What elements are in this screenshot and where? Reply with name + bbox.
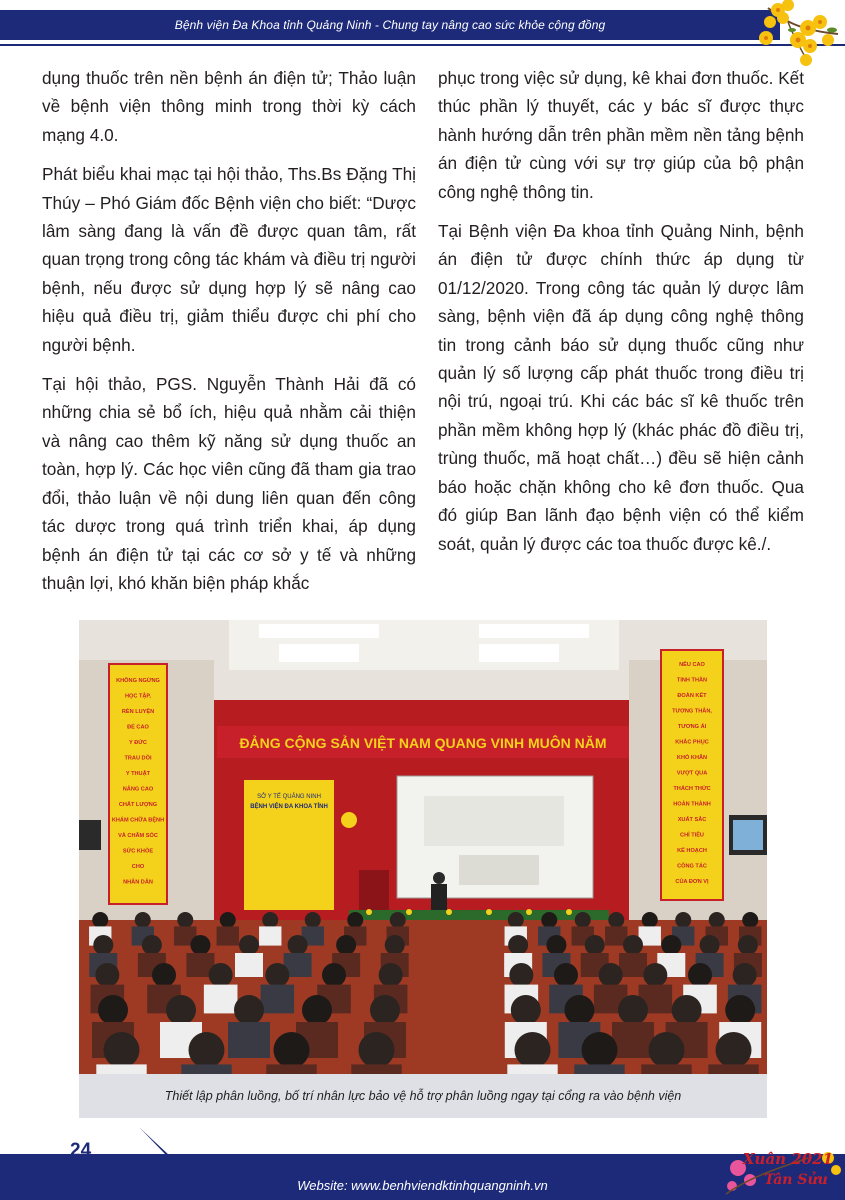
audience-head (379, 963, 403, 987)
audience-head (142, 935, 162, 955)
banner-line: HỌC TẬP, (124, 693, 152, 700)
audience-head (98, 995, 128, 1025)
banner-line: KHẮC PHỤC (675, 739, 709, 746)
audience-head (688, 963, 712, 987)
audience-head (738, 935, 758, 955)
audience-head (322, 963, 346, 987)
audience-head (585, 935, 605, 955)
apricot-blossom-icon (748, 0, 845, 70)
paragraph: phục trong việc sử dụng, kê khai đơn thuốc. Kết thúc phần lý thuyết, các y bác sĩ được thực hành hướng dẫn trên phần mềm nền tảng bệnh án điện tử cùng với sự trợ giúp của bộ phận công nghệ thông tin. (438, 68, 804, 202)
audience-head (302, 995, 332, 1025)
banner-line: SỨC KHỎE (122, 848, 154, 855)
audience-head (575, 912, 591, 928)
audience-head (190, 935, 210, 955)
banner-line: XUẤT SẮC (677, 817, 707, 823)
board-line-1: SỞ Y TẾ QUẢNG NINH (257, 794, 321, 800)
banner-line: Y THUẬT (125, 771, 151, 777)
audience-head (643, 963, 667, 987)
audience-head (742, 912, 758, 928)
audience-head (265, 963, 289, 987)
audience-body (217, 926, 239, 945)
header-title: Bệnh viện Đa Khoa tỉnh Quảng Ninh - Chung tay nâng cao sức khỏe cộng đồng (174, 18, 606, 32)
audience-head (725, 995, 755, 1025)
banner-line: CỦA ĐƠN VỊ (675, 879, 709, 885)
audience-body (641, 1064, 691, 1074)
banner-line: HOÀN THÀNH (673, 801, 711, 808)
header-rule (0, 44, 845, 46)
banner-line: VÀ CHĂM SÓC (118, 833, 158, 839)
audience-head (135, 912, 151, 928)
audience-head (661, 935, 681, 955)
banner-line: VƯỢT QUA (676, 770, 708, 777)
audience-head (582, 1032, 618, 1068)
audience-head (305, 912, 321, 928)
banner-line: CÔNG TÁC (677, 863, 707, 870)
audience-head (509, 963, 533, 987)
banner-line: NHÂN DÂN (123, 879, 153, 886)
page-header (0, 0, 845, 48)
audience-head (515, 1032, 551, 1068)
audience-head (93, 935, 113, 955)
page-footer (0, 1128, 845, 1200)
audience-head (508, 912, 524, 928)
audience-head (239, 935, 259, 955)
audience-body (228, 1022, 270, 1058)
banner-line: THÁCH THỨC (673, 786, 711, 792)
paragraph: dụng thuốc trên nền bệnh án điện tử; Thảo luận về bệnh viện thông minh trong thời kỳ cách mạng 4.0. (42, 68, 416, 145)
audience-head (618, 995, 648, 1025)
audience-body (266, 1064, 316, 1074)
audience-head (508, 935, 528, 955)
audience-head (554, 963, 578, 987)
spring-logo-icon (718, 1128, 845, 1200)
banner-line: KẾ HOẠCH (677, 848, 707, 854)
audience-head (152, 963, 176, 987)
audience-body (619, 953, 647, 977)
audience-head (234, 995, 264, 1025)
audience-head (385, 935, 405, 955)
audience-head (288, 935, 308, 955)
audience-head (733, 963, 757, 987)
audience-body (507, 1064, 557, 1074)
audience-head (700, 935, 720, 955)
audience-head (546, 935, 566, 955)
audience-body (261, 985, 295, 1014)
stage-banner-text: ĐẢNG CỘNG SẢN VIỆT NAM QUANG VINH MUÔN NĂM (239, 735, 607, 751)
audience-head (95, 963, 119, 987)
logo-text-1: Xuân 2021 (742, 1150, 834, 1168)
paragraph: Tại Bệnh viện Đa khoa tỉnh Quảng Ninh, bệnh án điện tử được chính thức áp dụng từ 01/12/2020. Trong công tác quản lý dược lâm sàng, bệnh viện đã áp dụng công nghệ thông tin trong cảnh báo sử dụng thuốc cũng như quản lý số lượng cấp phát thuốc trong điều trị nội trú, ngoại trú. Khi các bác sĩ kê thuốc trên phần mềm không hợp lý (khác phác đồ điều trị, trùng thuốc, mã hoạt chất…) đều sẽ hiện cảnh báo hoặc chặn không cho kê đơn thuốc. Qua đó giúp Ban lãnh đạo bệnh viện có thể kiểm soát, quản lý được các toa thuốc được kê./. (438, 221, 804, 554)
right-column (438, 64, 804, 569)
banner-line: NÂNG CAO (122, 786, 154, 793)
audience-head (716, 1032, 752, 1068)
audience-head (608, 912, 624, 928)
conference-photo (79, 620, 767, 1074)
banner-line: NÊU CAO (679, 662, 705, 668)
paragraph: Tại hội thảo, PGS. Nguyễn Thành Hải đã có những chia sẻ bổ ích, hiệu quả nhằm cải thiện và nâng cao thêm kỹ năng sử dụng thuốc an toàn, hợp lý. Các học viên cũng đã tham gia trao đổi, thảo luận về nội dung liên quan đến công tác dược trong quá trình triển khai, áp dụng bệnh án điện tử tại các cơ sở y tế và những thuận lợi, khó khăn biện pháp khắc (42, 374, 416, 593)
audience-head (675, 912, 691, 928)
audience-head (649, 1032, 685, 1068)
board-line-2: BỆNH VIỆN ĐA KHOA TỈNH (250, 804, 328, 810)
banner-line: ĐỂ CAO (127, 724, 149, 731)
banner-line: TINH THẦN (676, 677, 708, 684)
audience-head (92, 912, 108, 928)
right-banner (672, 660, 712, 885)
audience-body (612, 1022, 654, 1058)
audience-head (672, 995, 702, 1025)
banner-line: CHỈ TIÊU (680, 832, 704, 839)
audience-head (262, 912, 278, 928)
logo-text-2: Tân Sửu (764, 1172, 828, 1188)
audience-head (347, 912, 363, 928)
photo-caption: Thiết lập phân luồng, bố trí nhân lực bảo vệ hỗ trợ phân luồng ngay tại cổng ra vào bệnh viện (164, 1089, 682, 1103)
audience-head (274, 1032, 310, 1068)
audience-head (359, 1032, 395, 1068)
banner-line: Y ĐỨC (129, 740, 147, 746)
audience-body (708, 1064, 758, 1074)
website-url: Website: www.benhviendktinhquangninh.vn (297, 1178, 548, 1193)
audience-body (574, 1064, 624, 1074)
audience-head (104, 1032, 140, 1068)
audience-body (96, 1064, 146, 1074)
banner-line: KHÔNG NGỪNG (116, 678, 160, 684)
audience-body (235, 953, 263, 977)
audience-body (181, 1064, 231, 1074)
banner-line: TRAU DỒI (124, 755, 152, 762)
audience-head (209, 963, 233, 987)
banner-line: CHẤT LƯỢNG (118, 802, 158, 808)
audience-head (336, 935, 356, 955)
audience-head (541, 912, 557, 928)
banner-line: TƯƠNG THÂN, (672, 708, 712, 715)
audience-head (189, 1032, 225, 1068)
audience-head (709, 912, 725, 928)
audience-head (220, 912, 236, 928)
audience-head (166, 995, 196, 1025)
page-number: 24 (70, 1140, 92, 1161)
audience-head (177, 912, 193, 928)
paragraph: Phát biểu khai mạc tại hội thảo, Ths.Bs Đặng Thị Thúy – Phó Giám đốc Bệnh viện cho biết: “Dược lâm sàng đang là vấn đề được quan tâm, rất quan trọng trong công tác khám và điều trị người bệnh, nếu được sử dụng hợp lý sẽ nâng cao hiệu quả điều trị, giảm thiểu được chi phí cho người bệnh. (42, 164, 416, 355)
banner-line: TƯƠNG ÁI (677, 724, 707, 730)
audience-body (259, 926, 281, 945)
banner-line: RÈN LUYỆN (121, 709, 155, 715)
conference-hall-illustration (79, 620, 767, 1074)
banner-line: CHO (131, 864, 145, 870)
audience-head (599, 963, 623, 987)
audience-head (511, 995, 541, 1025)
banner-line: ĐOÀN KẾT (677, 693, 707, 699)
banner-line: KHÓ KHĂN (676, 755, 708, 761)
banner-line: KHÁM CHỮA BỆNH (111, 817, 165, 824)
left-column (42, 64, 416, 608)
audience-body (204, 985, 238, 1014)
audience-head (370, 995, 400, 1025)
caption-box (79, 1074, 767, 1118)
audience-head (642, 912, 658, 928)
audience-head (564, 995, 594, 1025)
audience-body (351, 1064, 401, 1074)
audience-head (623, 935, 643, 955)
audience-head (390, 912, 406, 928)
